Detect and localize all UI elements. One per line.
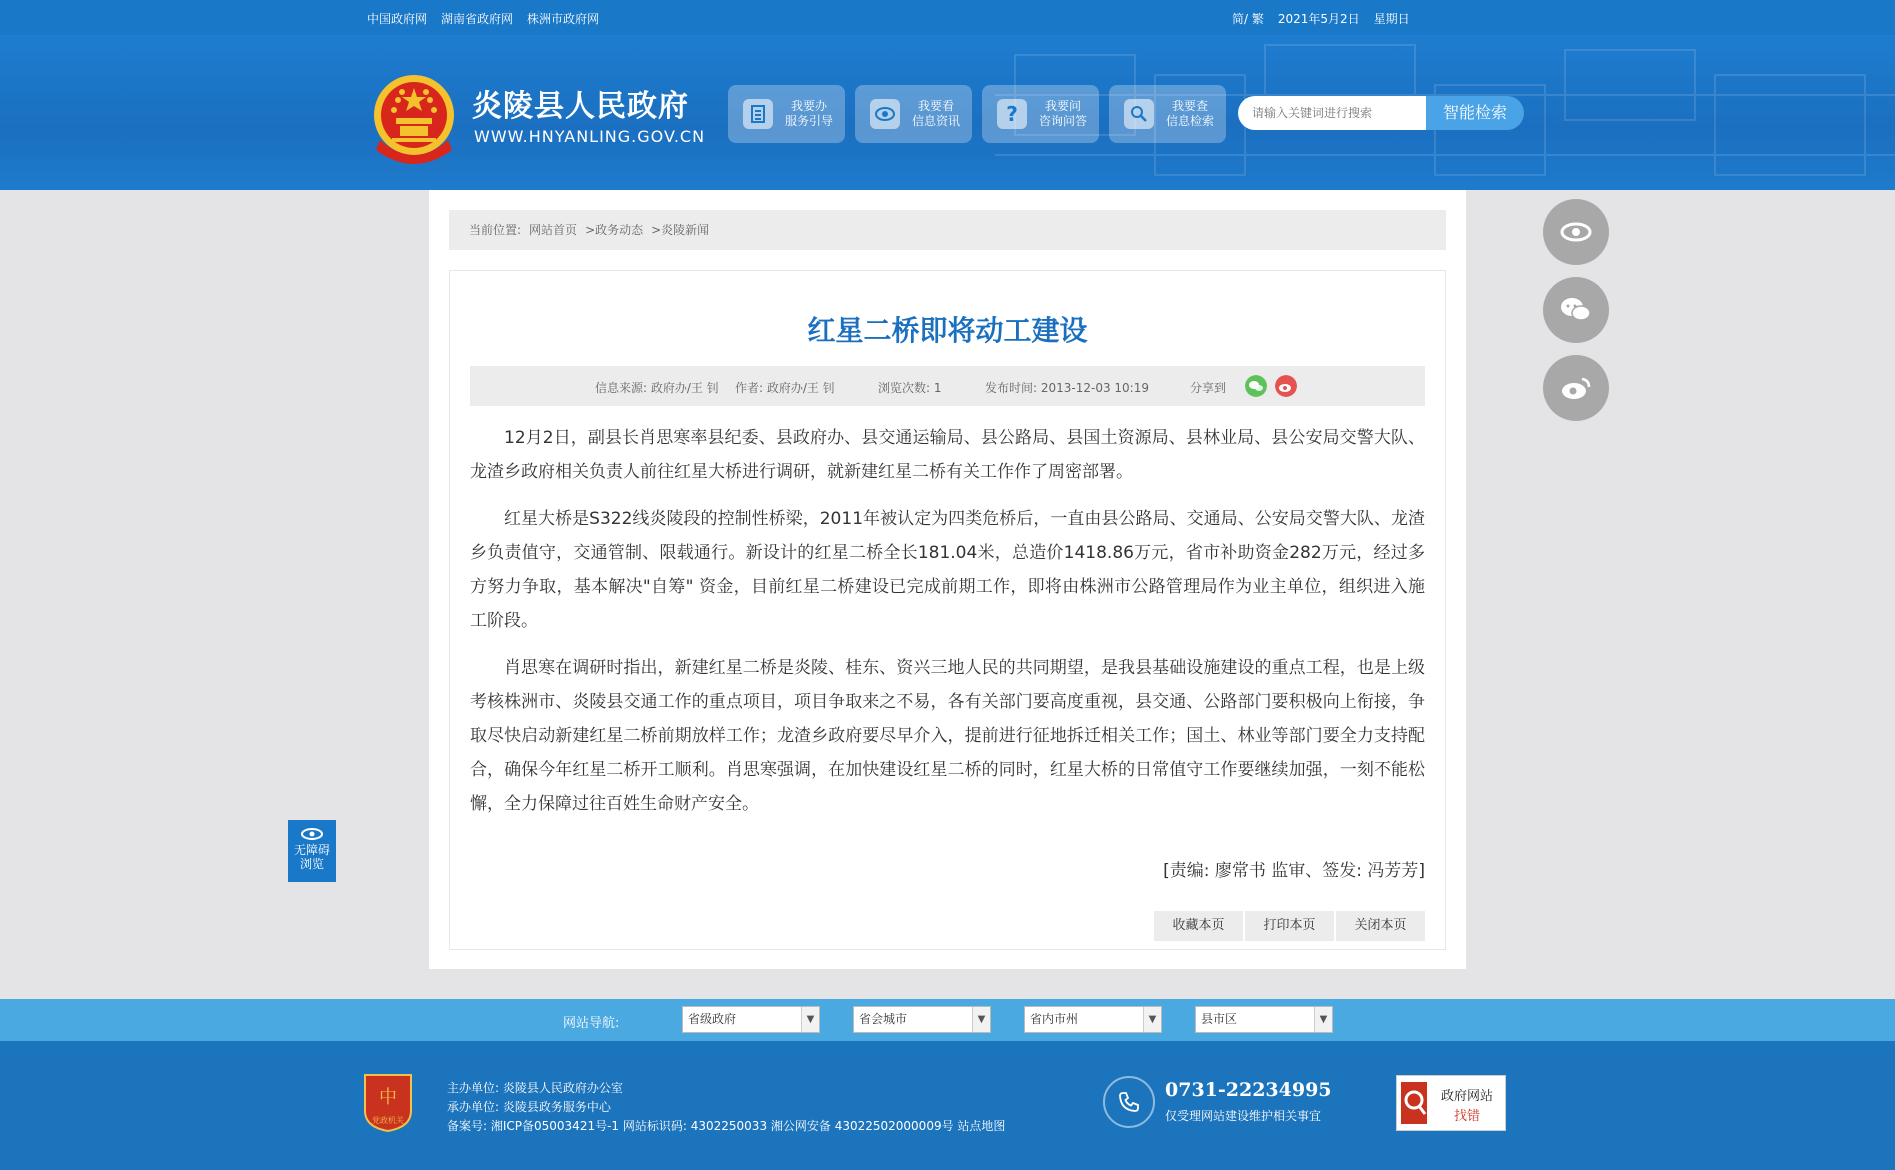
- float-weibo-button[interactable]: [1543, 355, 1609, 421]
- info-news-button[interactable]: [855, 85, 972, 143]
- main-content: [429, 190, 1466, 969]
- info-search-line2: 信息检索: [1166, 114, 1215, 128]
- link-gov-cn[interactable]: 中国政府网: [367, 12, 428, 26]
- service-guide-button[interactable]: [728, 85, 845, 143]
- footer-phone-note: 仅受理网站建设维护相关事宜: [1165, 1109, 1322, 1123]
- info-search-button[interactable]: [1109, 85, 1226, 143]
- error-report-logo: [1397, 1076, 1507, 1132]
- select-value: 省级政府: [688, 1012, 737, 1026]
- top-right: [1232, 10, 1410, 27]
- article-paragraph: 肖思寒在调研时指出，新建红星二桥是炎陵、桂东、资兴三地人民的共同期望，是我县基础设施建设的重点工程，也是上级考核株洲市、炎陵县交通工作的重点项目，项目争取来之不易，各有关部门要高度重视，县交通、公路部门要积极向上衔接，争取尽快启动新建红星二桥前期放样工作；龙渣乡政府要尽早介入，提前进行征地拆迁相关工作；国土、林业等部门要全力支持配合，确保今年红星二桥开工顺利。肖思寒强调，在加快建设红星二桥的同时，红星大桥的日常值守工作要继续加强，一刻不能松懈，全力保障过往百姓生命财产安全。: [470, 658, 1425, 814]
- document-icon: [743, 99, 773, 129]
- wechat-icon: [1560, 296, 1592, 324]
- print-page-button[interactable]: 打印本页: [1245, 911, 1334, 941]
- site-title: 炎陵县人民政府: [472, 89, 689, 124]
- breadcrumb-yanling-news[interactable]: >炎陵新闻: [651, 223, 710, 237]
- badge-label: 党政机关: [372, 1116, 404, 1125]
- bookmark-page-button[interactable]: 收藏本页: [1154, 911, 1243, 941]
- site-nav-strip: [0, 999, 1895, 1041]
- site-url: WWW.HNYANLING.GOV.CN: [474, 127, 706, 146]
- search-icon: [1124, 99, 1154, 129]
- meta-share-label: 分享到: [1190, 381, 1227, 395]
- meta-published: 发布时间: 2013-12-03 10:19: [985, 381, 1149, 395]
- footer-record: 备案号: 湘ICP备05003421号-1 网站标识码: 4302250033 湘公网安备 43022502000009号 站点地图: [447, 1119, 1006, 1133]
- select-capital-cities[interactable]: [853, 1006, 991, 1033]
- consult-qa-line2: 咨询问答: [1039, 114, 1088, 128]
- footer-phone: 0731-22234995: [1165, 1079, 1332, 1101]
- weibo-icon: [1560, 375, 1592, 401]
- service-guide-line1: 我要办: [791, 99, 828, 113]
- chevron-down-icon: ▼: [972, 1007, 990, 1032]
- current-weekday: 星期日: [1373, 12, 1410, 26]
- breadcrumb-home[interactable]: 网站首页: [529, 223, 578, 237]
- phone-icon: [1103, 1076, 1155, 1128]
- consult-qa-line1: 我要问: [1045, 99, 1082, 113]
- accessibility-line1: 无障碍: [293, 843, 330, 857]
- article-body: [470, 421, 1425, 834]
- select-value: 县市区: [1201, 1012, 1238, 1026]
- smart-search-button[interactable]: 智能检索: [1426, 96, 1524, 130]
- float-wechat-button[interactable]: [1543, 277, 1609, 343]
- chevron-down-icon: ▼: [1143, 1007, 1161, 1032]
- search-input[interactable]: [1238, 96, 1428, 130]
- site-nav-label: 网站导航:: [563, 1016, 620, 1031]
- site-header: [0, 35, 1895, 190]
- eye-icon: [301, 828, 323, 840]
- search-box: [1238, 96, 1524, 130]
- error-box-line2: 找错: [1453, 1109, 1481, 1124]
- meta-views: 浏览次数: 1: [878, 381, 942, 395]
- link-hunan-gov[interactable]: 湖南省政府网: [441, 12, 514, 26]
- accessibility-button[interactable]: [288, 820, 336, 882]
- link-zhuzhou-gov[interactable]: 株洲市政府网: [527, 12, 600, 26]
- party-gov-badge-icon[interactable]: [361, 1071, 415, 1133]
- article-paragraph: 12月2日，副县长肖思寒率县纪委、县政府办、县交通运输局、县公路局、县国土资源局、县林业局、县公安局交警大队、龙渣乡政府相关负责人前往红星大桥进行调研，就新建红星二桥有关工作作了周密部署。: [470, 428, 1425, 482]
- article-actions: [1154, 911, 1425, 941]
- select-provincial-gov[interactable]: [682, 1006, 820, 1033]
- info-news-line2: 信息资讯: [912, 114, 961, 128]
- error-box-line1: 政府网站: [1440, 1089, 1494, 1104]
- article-paragraph: 红星大桥是S322线炎陵段的控制性桥梁，2011年被认定为四类危桥后，一直由县公路局、交通局、公安局交警大队、龙渣乡负责值守，交通管制、限载通行。新设计的红星二桥全长181.04米，总造价1418.86万元，省市补助资金282万元，经过多方努力争取，基本解决"自筹" 资金，目前红星二桥建设已完成前期工作，即将由株洲市公路管理局作为业主单位，组织进入施工阶段。: [470, 509, 1425, 631]
- info-news-line1: 我要看: [918, 99, 955, 113]
- question-icon: ?: [997, 99, 1027, 129]
- gov-site-error-report-button[interactable]: [1396, 1075, 1506, 1131]
- wechat-share-icon[interactable]: [1245, 375, 1267, 397]
- national-emblem-logo[interactable]: [366, 70, 462, 170]
- chevron-down-icon: ▼: [1314, 1007, 1332, 1032]
- current-date: 2021年5月2日: [1277, 12, 1360, 26]
- eye-icon: [1560, 222, 1592, 242]
- article-meta: [470, 366, 1425, 406]
- article: [449, 270, 1446, 950]
- breadcrumb-gov-news[interactable]: >政务动态: [585, 223, 644, 237]
- footer-sponsor: 主办单位: 炎陵县人民政府办公室: [447, 1081, 623, 1095]
- footer-organizer: 承办单位: 炎陵县政务服务中心: [447, 1100, 611, 1114]
- accessibility-line2: 浏览: [299, 857, 324, 871]
- article-title: 红星二桥即将动工建设: [807, 314, 1088, 347]
- meta-author: 作者: 政府办/王 钊: [735, 381, 835, 395]
- close-page-button[interactable]: 关闭本页: [1336, 911, 1425, 941]
- weibo-share-icon[interactable]: [1275, 375, 1297, 397]
- footer-info: [447, 1079, 1005, 1136]
- article-editor: [责编: 廖常书 监审、签发: 冯芳芳]: [1163, 861, 1425, 881]
- language-switch[interactable]: 简/ 繁: [1232, 12, 1264, 26]
- eye-icon: [870, 99, 900, 129]
- svg-text:中: 中: [379, 1087, 397, 1108]
- select-province-cities[interactable]: [1024, 1006, 1162, 1033]
- select-value: 省会城市: [859, 1012, 908, 1026]
- chevron-down-icon: ▼: [801, 1007, 819, 1032]
- site-footer: [0, 1041, 1895, 1170]
- meta-source: 信息来源: 政府办/王 钊: [595, 381, 719, 395]
- service-guide-line2: 服务引导: [785, 114, 834, 128]
- top-links: [367, 10, 599, 27]
- breadcrumb-label: 当前位置:: [469, 223, 522, 237]
- float-eye-button[interactable]: [1543, 199, 1609, 265]
- info-search-line1: 我要查: [1172, 99, 1209, 113]
- breadcrumb: [449, 210, 1446, 250]
- select-counties[interactable]: [1195, 1006, 1333, 1033]
- select-value: 省内市州: [1030, 1012, 1079, 1026]
- top-bar: [0, 0, 1895, 35]
- consult-qa-button[interactable]: [982, 85, 1099, 143]
